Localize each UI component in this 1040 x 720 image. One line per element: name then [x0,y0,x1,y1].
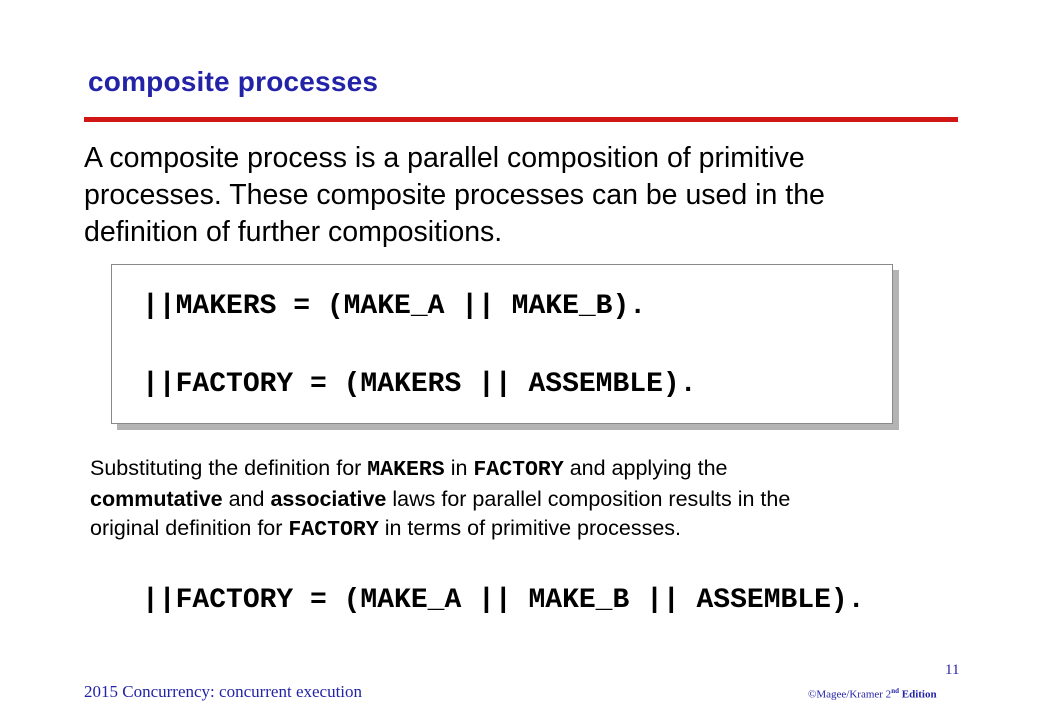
explanation-text: and [222,487,271,511]
explanation-paragraph [90,454,990,545]
explanation-line [90,514,990,545]
footer-copyright [808,687,937,701]
code-line-makers: ||MAKERS = (MAKE_A || MAKE_B). [142,291,647,322]
explanation-text: Substituting the definition for [90,456,368,480]
slide-title: composite processes [88,66,379,97]
intro-line: A composite process is a parallel composition of primitive [84,142,805,174]
footer-course: 2015 Concurrency: concurrent execution [84,682,363,701]
code-box [111,264,893,424]
page-number: 11 [945,662,960,678]
explanation-text: original definition for [90,516,289,540]
intro-paragraph [84,140,984,251]
explanation-text: in [444,456,474,480]
code-line-factory: ||FACTORY = (MAKERS || ASSEMBLE). [142,369,697,400]
edition-text: Edition [898,688,937,701]
edition-superscript: nd [891,687,899,695]
final-code-line: ||FACTORY = (MAKE_A || MAKE_B || ASSEMBLE). [142,585,865,616]
bold-term: associative [270,487,387,511]
explanation-text: in terms of primitive processes. [378,516,682,540]
intro-line: processes. These composite processes can be used in the [84,179,825,211]
bold-term: commutative [90,487,223,511]
intro-line: definition of further compositions. [84,216,503,248]
copyright-text: ©Magee/Kramer 2 [808,688,892,701]
explanation-text: laws for parallel composition results in the [386,487,791,511]
explanation-line [90,485,990,514]
explanation-text: and applying the [563,456,728,480]
title-underline [84,117,958,122]
code-term: FACTORY [473,458,564,482]
code-term: MAKERS [367,458,445,482]
code-term: FACTORY [288,518,379,542]
explanation-line [90,454,990,485]
